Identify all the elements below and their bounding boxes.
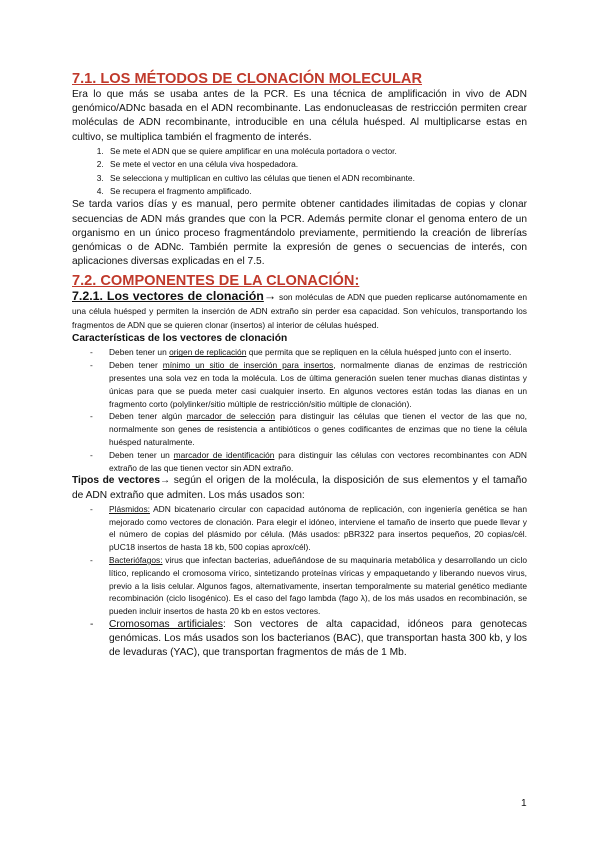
vectors-definition <box>72 290 527 332</box>
item-text: virus que infectan bacterias, adueñándose de su maquinaria metabólica y desarrollando un ciclo lítico, replicando el cromosoma vírico, sintetizando proteínas víricas y empaquetando y liberando nuevos virus, previo a la lisis celular. Algunos fagos, alternativamente, insertan temporalmente su material genético mediante recombinación (ciclo lisogénico). Es el caso del fago lambda (fago λ), de los más usados en recombinación, se pueden incluir insertos de hasta 20 kb en estos vectores. <box>109 555 527 617</box>
list-item <box>94 359 527 410</box>
list-item <box>94 554 527 618</box>
item-text: para distinguir las células que tienen el vector de las que no, normalmente son genes de resistencia a antibióticos o genes codificantes de enzimas que no tiene la célula huésped naturalmente. <box>109 411 527 448</box>
vector-types-intro <box>72 474 527 502</box>
list-item <box>94 449 527 475</box>
section-2-title: 7.2. COMPONENTES DE LA CLONACIÓN: <box>72 273 360 290</box>
list-item <box>94 503 527 554</box>
item-text: Deben tener un <box>109 449 174 460</box>
item-key-term: marcador de identificación <box>173 449 275 460</box>
item-key-term: mínimo un sitio de inserción para insertos <box>162 360 334 371</box>
vector-types-heading: Tipos de vectores <box>72 475 160 487</box>
item-text: Deben tener algún <box>109 411 187 422</box>
vector-types-list <box>72 503 527 661</box>
item-text: para distinguir las células con vectores recombinantes con ADN extraño de las que tienen vector sin ADN extraño. <box>109 449 527 473</box>
item-text: ADN bicatenario circular con capacidad autónoma de replicación, con ingeniería genética se han mejorado como vectores de clonación. Para elegir el idóneo, interviene el tamaño de inserto que puede llevar y el número de copias del plásmido por célula. (Más usados: pBR322 para insertos pequeños, 20 copias/cél. pUC18 insertos de hasta 18 kb, 500 copias aprox/cél). <box>109 503 527 553</box>
item-text: : Son vectores de alta capacidad, idóneos para genotecas genómicas. Los más usados son los bacterianos (BAC), que transportan hasta 300 kb, y los de levaduras (YAC), que transportan fragmentos de más de 1 Mb. <box>109 618 527 659</box>
item-text: Deben tener un <box>109 347 170 358</box>
subsection-title: 7.2.1. Los vectores de clonación <box>72 289 264 304</box>
item-key-term: Plásmidos: <box>109 503 150 514</box>
list-item <box>94 410 527 448</box>
list-item <box>94 346 527 359</box>
arrow-icon: → <box>159 475 171 487</box>
item-text: , normalmente dianas de enzimas de restricción presentes una sola vez en toda la molécula. Los de última generación suelen tener muchas dianas distintas y únicas para que se pueda meter casi cualquier inserto. En algunos vectores están todas las dianas en un fragmento corto (polylinker/sitio múltiple de restricción/sitio múltiple de clonación). <box>109 360 527 409</box>
section-1-intro: Era lo que más se usaba antes de la PCR. Es una técnica de amplificación in vivo de ADN genómico/ADNc basada en el ADN recombinante. Las endonucleasas de restricción permiten crear moléculas de ADN recombinante, introducible en una célula huésped. Al multiplicarse estas en cultivo, se multiplica también el fragmento de interés. <box>72 89 527 143</box>
list-item: 3. Se selecciona y multiplican en cultivo las células que tienen el ADN recombinante. <box>106 172 527 185</box>
item-key-term: Cromosomas artificiales <box>109 618 223 630</box>
item-text: que permita que se repliquen en la célula huésped junto con el inserto. <box>246 347 512 358</box>
list-item: 1. Se mete el ADN que se quiere amplificar en una molécula portadora o vector. <box>106 145 527 158</box>
item-key-term: Bacteriófagos: <box>109 555 163 565</box>
section-1-closing: Se tarda varios días y es manual, pero permite obtener cantidades ilimitadas de copias y clonar secuencias de ADN más grandes que con la PCR. Además permite clonar el genoma entero de un organismo en un único proceso fragmentándolo previamente, permitiendo la creación de librerías genómicas o de ADNc. También permite la expresión de genes o secuencias de interés, con aplicaciones diversas explicadas en el 7.5. <box>72 199 527 268</box>
document-page <box>72 70 527 661</box>
page-number: 1 <box>521 798 527 809</box>
vector-types-text: según el origen de la molécula, la disposición de sus elementos y el tamaño de ADN extraño que admiten. Los más usados son: <box>72 475 527 501</box>
characteristics-list <box>72 346 527 474</box>
list-item: 4. Se recupera el fragmento amplificado. <box>106 185 527 198</box>
item-key-term: origen de replicación <box>169 347 247 358</box>
list-item: 2. Se mete el vector en una célula viva hospedadora. <box>106 158 527 171</box>
cloning-steps-list <box>72 145 527 199</box>
section-1-title: 7.1. LOS MÉTODOS DE CLONACIÓN MOLECULAR <box>72 71 423 87</box>
item-text: Deben tener <box>109 360 163 371</box>
item-key-term: marcador de selección <box>186 411 276 422</box>
characteristics-heading: Características de los vectores de clonación <box>72 333 288 345</box>
arrow-icon: → <box>263 289 277 304</box>
vectors-definition-text: son moléculas de ADN que pueden replicarse autónomamente en una célula huésped y permiten la inserción de ADN extraño sin perder esa capacidad. Son vehículos, transportando los fragmentos de ADN que se quieren clonar (insertos) al interior de células huésped. <box>72 292 527 330</box>
list-item <box>94 618 527 661</box>
